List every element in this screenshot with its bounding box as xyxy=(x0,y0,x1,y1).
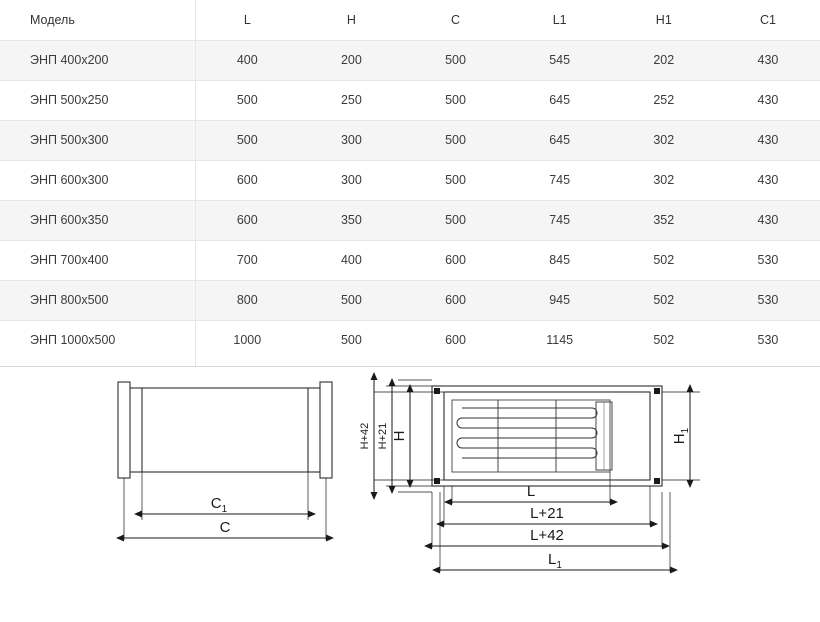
cell-model: ЭНП 500x250 xyxy=(0,80,195,120)
dim-h xyxy=(391,392,410,480)
dim-c xyxy=(124,519,326,538)
dim-h1-label: H xyxy=(671,433,688,445)
dim-h1 xyxy=(671,392,691,480)
cell-h: 400 xyxy=(299,240,403,280)
table-row xyxy=(0,120,820,160)
cell-l: 600 xyxy=(195,200,299,240)
cell-c1: 430 xyxy=(716,200,820,240)
cell-l1: 545 xyxy=(508,40,612,80)
cell-h: 250 xyxy=(299,80,403,120)
cell-h1: 502 xyxy=(612,280,716,320)
cell-h1: 202 xyxy=(612,40,716,80)
cell-model: ЭНП 600x350 xyxy=(0,200,195,240)
cell-c1: 430 xyxy=(716,160,820,200)
dim-h-plus-21-label: H+21 xyxy=(377,422,389,450)
cell-h: 350 xyxy=(299,200,403,240)
dim-c1 xyxy=(142,495,308,515)
cell-h1: 502 xyxy=(612,320,716,360)
cell-h1: 252 xyxy=(612,80,716,120)
cell-c: 600 xyxy=(403,320,507,360)
cell-model: ЭНП 500x300 xyxy=(0,120,195,160)
cell-c: 500 xyxy=(403,120,507,160)
cell-model: ЭНП 1000x500 xyxy=(0,320,195,360)
table-bottom-border xyxy=(0,366,820,367)
cell-l1: 945 xyxy=(508,280,612,320)
table-row xyxy=(0,240,820,280)
drawing-svg xyxy=(0,368,820,622)
cell-c1: 430 xyxy=(716,80,820,120)
dim-l1-subscript: 1 xyxy=(556,560,562,571)
dim-l-label: L xyxy=(526,483,536,500)
cell-h: 300 xyxy=(299,160,403,200)
cell-l1: 745 xyxy=(508,200,612,240)
table-row xyxy=(0,200,820,240)
cell-l: 600 xyxy=(195,160,299,200)
dim-h1-subscript: 1 xyxy=(680,427,691,434)
dim-c1-label: C xyxy=(210,495,222,512)
dim-h-label: H xyxy=(391,430,408,442)
cell-model: ЭНП 400x200 xyxy=(0,40,195,80)
col-header-l1: L1 xyxy=(552,12,567,27)
dim-h-plus-21 xyxy=(377,386,392,486)
cell-l1: 645 xyxy=(508,80,612,120)
dim-l1 xyxy=(440,551,670,571)
cell-c: 500 xyxy=(403,80,507,120)
cell-h1: 302 xyxy=(612,120,716,160)
cell-h: 200 xyxy=(299,40,403,80)
svg-text:H1 xyxy=(671,427,691,444)
cell-model: ЭНП 700x400 xyxy=(0,240,195,280)
table-row xyxy=(0,40,820,80)
cell-l: 400 xyxy=(195,40,299,80)
col-header-l: L xyxy=(243,12,251,27)
col-header-model: Модель xyxy=(30,12,75,27)
col-header-c: C xyxy=(451,12,461,27)
table-row xyxy=(0,80,820,120)
cell-h1: 502 xyxy=(612,240,716,280)
table-header xyxy=(0,0,820,40)
table-row xyxy=(0,320,820,360)
cell-h: 500 xyxy=(299,280,403,320)
technical-drawing xyxy=(0,368,820,622)
dim-l-plus-21-label: L+21 xyxy=(530,505,564,522)
dim-l-plus-42-label: L+42 xyxy=(530,527,564,544)
cell-h: 300 xyxy=(299,120,403,160)
right-view-heater xyxy=(432,386,662,486)
cell-c: 600 xyxy=(403,240,507,280)
table-row xyxy=(0,280,820,320)
cell-l: 500 xyxy=(195,80,299,120)
cell-l1: 745 xyxy=(508,160,612,200)
cell-h1: 302 xyxy=(612,160,716,200)
cell-c1: 430 xyxy=(716,120,820,160)
cell-l: 1000 xyxy=(195,320,299,360)
cell-l1: 645 xyxy=(508,120,612,160)
cell-h1: 352 xyxy=(612,200,716,240)
cell-model: ЭНП 800x500 xyxy=(0,280,195,320)
cell-l: 500 xyxy=(195,120,299,160)
cell-c: 500 xyxy=(403,200,507,240)
svg-text:C1 xyxy=(211,495,228,515)
dim-l1-label: L xyxy=(548,551,557,568)
cell-l1: 845 xyxy=(508,240,612,280)
dim-c-label: C xyxy=(219,519,231,536)
dim-l-plus-21 xyxy=(444,505,650,524)
col-header-c1: C1 xyxy=(759,12,776,27)
cell-c1: 430 xyxy=(716,40,820,80)
cell-l: 700 xyxy=(195,240,299,280)
cell-c: 500 xyxy=(403,40,507,80)
cell-l: 800 xyxy=(195,280,299,320)
dim-c1-subscript: 1 xyxy=(221,504,228,515)
cell-c: 500 xyxy=(403,160,507,200)
svg-text:L1 xyxy=(548,551,562,571)
left-view-duct xyxy=(118,382,332,478)
cell-c1: 530 xyxy=(716,240,820,280)
table-body xyxy=(0,40,820,360)
cell-l1: 1145 xyxy=(508,320,612,360)
col-header-h: H xyxy=(346,12,356,27)
cell-c: 600 xyxy=(403,280,507,320)
cell-c1: 530 xyxy=(716,320,820,360)
dim-h-plus-42 xyxy=(359,380,374,492)
table-header-row xyxy=(0,0,820,40)
table-column-divider xyxy=(195,0,196,366)
cell-h: 500 xyxy=(299,320,403,360)
cell-model: ЭНП 600x300 xyxy=(0,160,195,200)
table-row xyxy=(0,160,820,200)
cell-c1: 530 xyxy=(716,280,820,320)
col-header-h1: H1 xyxy=(655,12,672,27)
dim-l-plus-42 xyxy=(432,527,662,546)
dim-h-plus-42-label: H+42 xyxy=(359,422,371,450)
